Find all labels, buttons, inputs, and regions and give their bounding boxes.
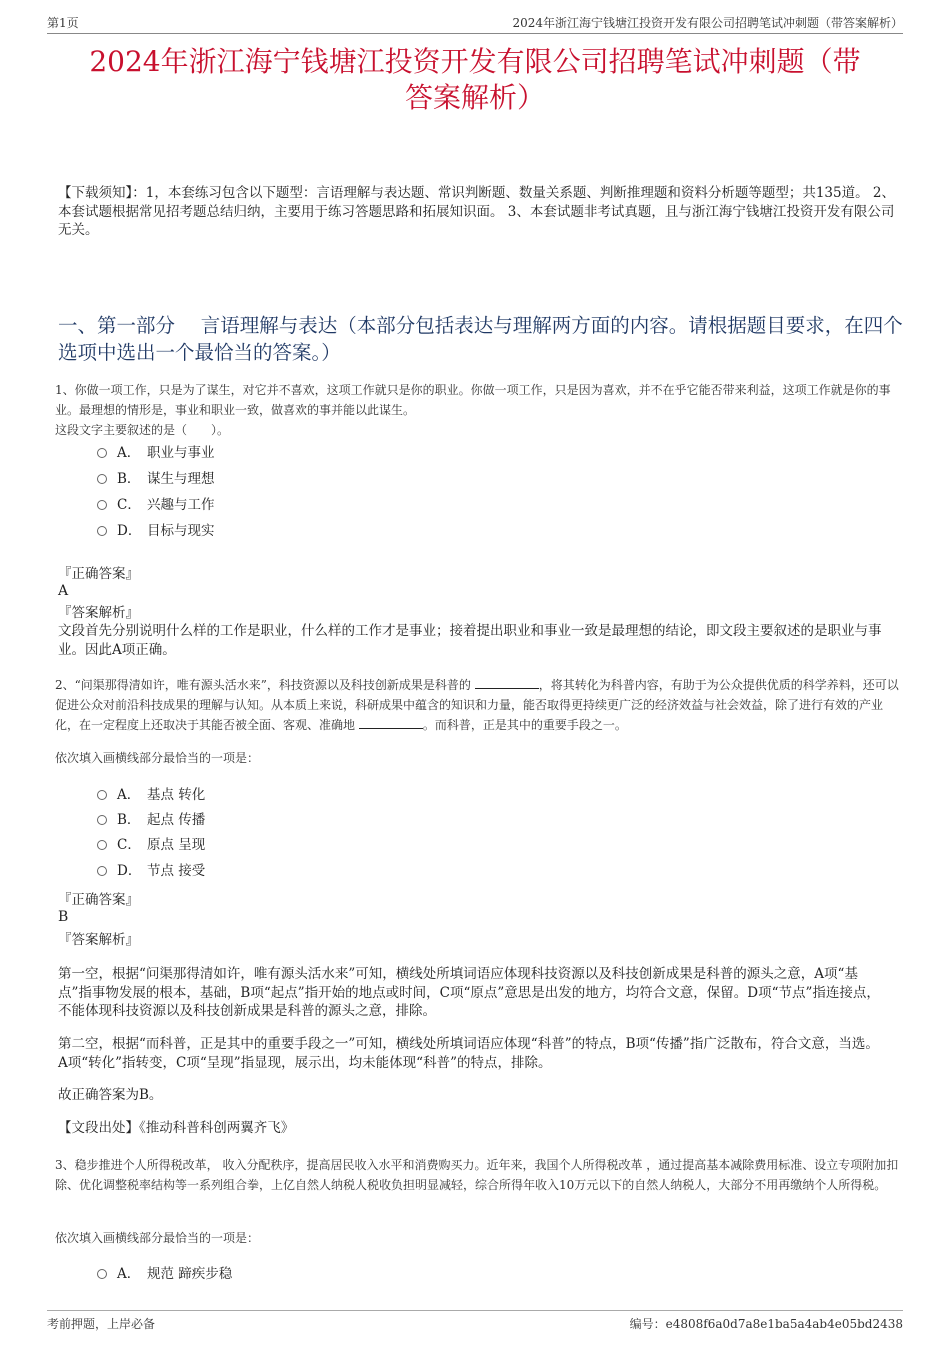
q2-option-b[interactable]: B． 起点 传播	[97, 811, 205, 829]
q2-source: 【文段出处】《推动科普科创两翼齐飞》	[58, 1120, 295, 1136]
q1-answer: A	[58, 583, 69, 599]
q2-answer-label: 『正确答案』	[58, 892, 139, 908]
q1-analysis: 文段首先分别说明什么样的工作是职业，什么样的工作才是事业；接着提出职业和事业一致是最理想的结论，即文段主要叙述的是职业与事业。因此A项正确。	[58, 623, 882, 658]
q1-option-b[interactable]: B． 谋生与理想	[97, 470, 215, 488]
q2-option-d[interactable]: D． 节点 接受	[97, 862, 205, 880]
q3-text: 3、稳步推进个人所得税改革， 收入分配秩序，提高居民收入水平和消费购买力。近年来，我国个人所得税改革 ，通过提高基本减除费用标准、设立专项附加扣除、优化调整税率结构等一系列组合拳，上亿自然人纳税人税收负担明显减轻，综合所得年收入10万元以下的自然人纳税人，大部分不用再缴纳个人所得税。	[55, 1158, 899, 1192]
q2-analysis-label: 『答案解析』	[58, 932, 139, 948]
section-heading: 一、第一部分 言语理解与表达（本部分包括表达与理解两方面的内容。请根据题目要求，在四个选项中选出一个最恰当的答案。）	[58, 314, 903, 364]
q2-analysis-p2: 第二空，根据“而科普，正是其中的重要手段之一”可知，横线处所填词语应体现“科普”的特点，B项“传播”指广泛散布，符合文意，当选。A项“转化”指转变，C项“呈现”指显现，展示出，均未能体现“科普”的特点，排除。	[58, 1036, 879, 1071]
q1-answer-label: 『正确答案』	[58, 566, 139, 582]
q2-prompt: 依次填入画横线部分最恰当的一项是：	[55, 751, 260, 765]
blank-line	[475, 676, 539, 689]
q3-option-a[interactable]: A． 规范 蹄疾步稳	[97, 1265, 232, 1283]
radio-icon[interactable]	[97, 840, 107, 850]
footer-doc-id: 编号：e4808f6a0d7a8e1ba5a4ab4e05bd2438	[629, 1317, 903, 1331]
header-doc-title: 2024年浙江海宁钱塘江投资开发有限公司招聘笔试冲刺题（带答案解析）	[512, 16, 903, 30]
footer-slogan: 考前押题，上岸必备	[47, 1317, 156, 1331]
radio-icon[interactable]	[97, 1269, 107, 1279]
radio-icon[interactable]	[97, 500, 107, 510]
q1-option-c[interactable]: C． 兴趣与工作	[97, 496, 215, 514]
q1-question: 这段文字主要叙述的是（ ）。	[55, 423, 230, 437]
radio-icon[interactable]	[97, 815, 107, 825]
q1-text: 1、你做一项工作，只是为了谋生，对它并不喜欢，这项工作就只是你的职业。你做一项工作，只是因为喜欢，并不在乎它能否带来利益，这项工作就是你的事业。最理想的情形是，事业和职业一致，做喜欢的事并能以此谋生。	[55, 383, 891, 417]
q2-option-c[interactable]: C． 原点 呈现	[97, 836, 205, 854]
q2-text: 2、“问渠那得清如许，唯有源头活水来”，科技资源以及科技创新成果是科普的 ，将其转化为科普内容，有助于为公众提供优质的科学养料，还可以促进公众对前沿科技成果的理解与认知。从本质上来说，科研成果中蕴含的知识和力量，能否取得更持续更广泛的经济效益与社会效益，除了进行有效的产业化，在一定程度上还取决于其能否被全面、客观、准确地 。而科普，正是其中的重要手段之一。	[55, 678, 899, 732]
q1-option-d[interactable]: D． 目标与现实	[97, 522, 215, 540]
radio-icon[interactable]	[97, 866, 107, 876]
title-line-1: 2024年浙江海宁钱塘江投资开发有限公司招聘笔试冲刺题（带	[89, 45, 861, 78]
q1-option-a[interactable]: A． 职业与事业	[97, 444, 215, 462]
q2-answer: B	[58, 909, 69, 925]
footer-divider	[47, 1310, 903, 1311]
header-divider	[47, 33, 903, 34]
radio-icon[interactable]	[97, 790, 107, 800]
q2-option-a[interactable]: A． 基点 转化	[97, 786, 205, 804]
download-notice: 【下载须知】：1，本套练习包含以下题型：言语理解与表达题、常识判断题、数量关系题、判断推理题和资料分析题等题型；共135道。 2、本套试题根据常见招考题总结归纳，主要用于练习答题思路和拓展知识面。 3、本套试题非考试真题，且与浙江海宁钱塘江投资开发有限公司无关。	[58, 185, 895, 238]
page-number: 第1页	[47, 16, 79, 30]
blank-line	[359, 716, 423, 729]
page-title	[40, 44, 910, 116]
radio-icon[interactable]	[97, 526, 107, 536]
q2-analysis-p1: 第一空，根据“问渠那得清如许，唯有源头活水来”可知，横线处所填词语应体现科技资源以及科技创新成果是科普的源头之意，A项“基点”指事物发展的根本，基础，B项“起点”指开始的地点或时间，C项“原点”意思是出发的地方，均符合文意，保留。D项“节点”指连接点，不能体现科技资源以及科技创新成果是科普的源头之意，排除。	[58, 966, 880, 1019]
title-line-2: 答案解析）	[404, 81, 545, 114]
q2-analysis-p3: 故正确答案为B。	[58, 1087, 163, 1103]
q3-prompt: 依次填入画横线部分最恰当的一项是：	[55, 1231, 260, 1245]
q1-analysis-label: 『答案解析』	[58, 605, 139, 621]
radio-icon[interactable]	[97, 474, 107, 484]
radio-icon[interactable]	[97, 448, 107, 458]
